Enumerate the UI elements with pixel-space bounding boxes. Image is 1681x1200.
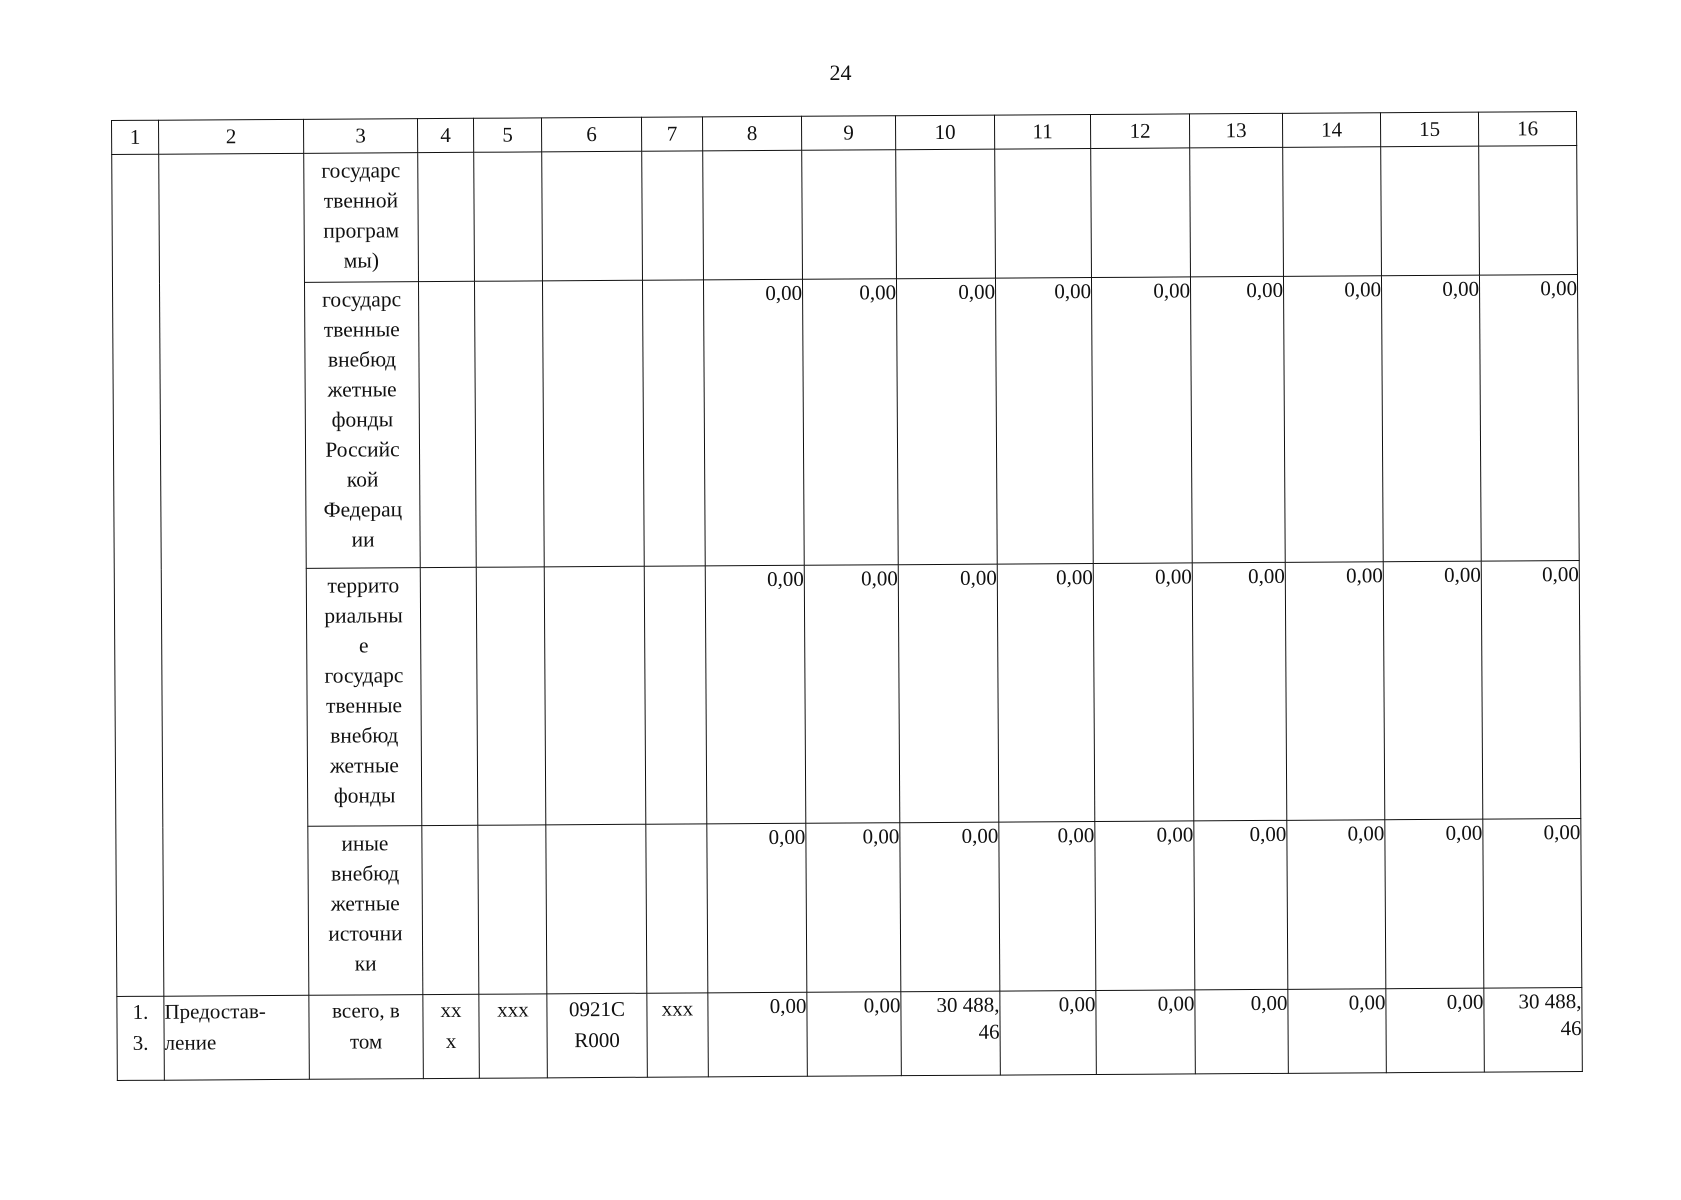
funding-source-cell: [306, 568, 422, 827]
empty-cell: [546, 824, 647, 994]
source-line: риальны: [324, 603, 403, 628]
value-cell: 0,00: [1385, 819, 1484, 989]
source-line: террито: [327, 573, 400, 598]
value-cell: 30 488, 46: [1484, 988, 1583, 1073]
funding-source-cell: [309, 995, 424, 1080]
item-number-cell: [117, 996, 165, 1080]
value-cell: 0,00: [896, 278, 997, 565]
empty-cell: [418, 281, 476, 567]
value-cell: 0,00: [707, 823, 807, 993]
source-line: жетные: [329, 753, 400, 778]
code-cell: [423, 994, 480, 1078]
source-line: государс: [324, 663, 404, 688]
funding-source-cell: [304, 282, 420, 569]
source-line: иные: [341, 831, 389, 856]
header-cell: 8: [702, 116, 801, 151]
source-line: твенные: [326, 693, 403, 718]
header-cell: 14: [1282, 113, 1380, 148]
value-cell: 0,00: [1195, 989, 1289, 1074]
page-number: 24: [829, 60, 852, 85]
empty-cell: [544, 566, 646, 825]
header-cell: 13: [1189, 113, 1282, 148]
source-line: внебюд: [330, 723, 399, 748]
value-cell: 0,00: [995, 278, 1093, 565]
empty-cell: [1283, 147, 1382, 277]
code-line: хх: [440, 997, 462, 1023]
item-name-cell: [159, 153, 309, 996]
value-cell: 0,00: [1479, 275, 1579, 562]
source-line: внебюд: [327, 347, 397, 372]
header-cell: 15: [1380, 112, 1478, 147]
code-line: R000: [574, 1027, 620, 1053]
value-cell: 0,00: [1095, 821, 1195, 991]
code-line: 0921С: [568, 996, 626, 1022]
header-cell: 7: [641, 117, 702, 151]
source-line: ки: [354, 951, 377, 976]
item-number-line: 1.: [132, 999, 149, 1024]
empty-cell: [703, 150, 803, 280]
empty-cell: [420, 567, 478, 825]
table-row: [116, 819, 1582, 997]
value-cell: 0,00: [1000, 991, 1097, 1076]
empty-cell: [646, 824, 708, 993]
value-cell: 0,00: [1091, 277, 1192, 564]
empty-cell: [474, 152, 543, 281]
value-cell: 0,00: [1194, 820, 1288, 990]
source-line: государс: [322, 287, 402, 312]
source-line: государс: [321, 158, 401, 183]
header-cell: 5: [473, 118, 541, 152]
source-line: твенной: [323, 188, 399, 213]
code-cell: [547, 993, 648, 1078]
code-cell: ххх: [479, 994, 548, 1078]
item-name-line: Предостав-: [164, 999, 266, 1024]
item-number-cell: [112, 154, 164, 996]
source-line: всего, в: [332, 998, 400, 1023]
empty-cell: [1381, 146, 1480, 276]
source-line: Российс: [325, 437, 400, 462]
source-line: фонды: [331, 407, 394, 432]
value-cell: 0,00: [705, 565, 806, 824]
source-line: том: [349, 1029, 383, 1054]
source-line: е: [358, 633, 369, 658]
value-cell: 0,00: [1285, 562, 1385, 821]
header-cell: 9: [801, 116, 895, 151]
value-cell: 0,00: [999, 822, 1096, 992]
value-cell: 0,00: [703, 279, 804, 566]
code-line: х: [445, 1028, 457, 1053]
header-cell: 10: [895, 115, 994, 150]
source-line: внебюд: [331, 861, 400, 886]
header-cell: 2: [159, 119, 304, 154]
item-number-line: 3.: [132, 1030, 149, 1055]
empty-cell: [1479, 146, 1578, 276]
empty-cell: [542, 280, 644, 567]
table-row: [117, 988, 1582, 1081]
empty-cell: [896, 149, 996, 279]
empty-cell: [642, 151, 704, 280]
source-line: жетные: [327, 377, 397, 402]
budget-table: [111, 111, 1583, 1081]
empty-cell: [1091, 148, 1191, 278]
value-cell: 0,00: [1096, 990, 1196, 1075]
value-cell: 0,00: [1481, 561, 1581, 820]
source-line: Федерац: [323, 497, 403, 522]
value-cell: 0,00: [1192, 562, 1287, 821]
funding-source-cell: [304, 153, 419, 283]
source-line: фонды: [333, 783, 396, 808]
value-cell: 0,00: [1190, 276, 1285, 563]
header-cell: 6: [541, 117, 641, 152]
header-cell: 3: [303, 119, 417, 154]
value-cell: 0,00: [1381, 275, 1481, 562]
empty-cell: [478, 825, 547, 994]
value-cell: 0,00: [1287, 820, 1386, 990]
value-cell: 0,00: [708, 992, 808, 1077]
code-cell: ххх: [647, 993, 709, 1077]
empty-cell: [642, 280, 705, 566]
table-row: [114, 561, 1581, 828]
value-cell: 0,00: [1483, 819, 1582, 989]
source-line: програм: [323, 218, 400, 243]
value-cell: 0,00: [1283, 276, 1383, 563]
header-cell: 1: [112, 120, 159, 154]
funding-source-cell: [308, 826, 423, 996]
value-cell: 0,00: [807, 992, 902, 1077]
source-line: кой: [346, 467, 379, 492]
empty-cell: [802, 150, 897, 280]
empty-cell: [1190, 147, 1284, 277]
value-cell: 0,00: [900, 822, 1000, 992]
header-cell: 4: [417, 118, 473, 152]
source-line: ии: [351, 527, 375, 552]
empty-cell: [418, 152, 475, 281]
source-line: твенные: [323, 317, 400, 342]
item-name-cell: [164, 995, 310, 1080]
empty-cell: [644, 566, 707, 824]
value-cell: 0,00: [802, 279, 898, 566]
item-name-line: ление: [164, 1030, 217, 1055]
empty-cell: [474, 281, 544, 567]
empty-cell: [542, 151, 643, 281]
header-cell: 12: [1090, 114, 1189, 149]
source-line: источни: [328, 921, 403, 946]
empty-cell: [476, 567, 546, 825]
header-cell: 16: [1478, 112, 1576, 147]
source-line: жетные: [330, 891, 400, 916]
value-cell: 0,00: [806, 823, 901, 993]
empty-cell: [422, 825, 479, 994]
value-cell: 30 488, 46: [901, 991, 1001, 1076]
table-row: [112, 275, 1579, 570]
header-cell: 11: [994, 115, 1090, 150]
value-cell: 0,00: [898, 564, 999, 823]
table-row: [112, 146, 1578, 284]
value-cell: 0,00: [1383, 561, 1483, 820]
value-cell: 0,00: [804, 565, 900, 824]
source-line: мы): [343, 248, 380, 273]
value-cell: 0,00: [1386, 988, 1485, 1073]
value-cell: 0,00: [1288, 989, 1387, 1074]
value-cell: 0,00: [1093, 563, 1194, 822]
empty-cell: [995, 149, 1092, 279]
value-cell: 0,00: [997, 564, 1095, 823]
